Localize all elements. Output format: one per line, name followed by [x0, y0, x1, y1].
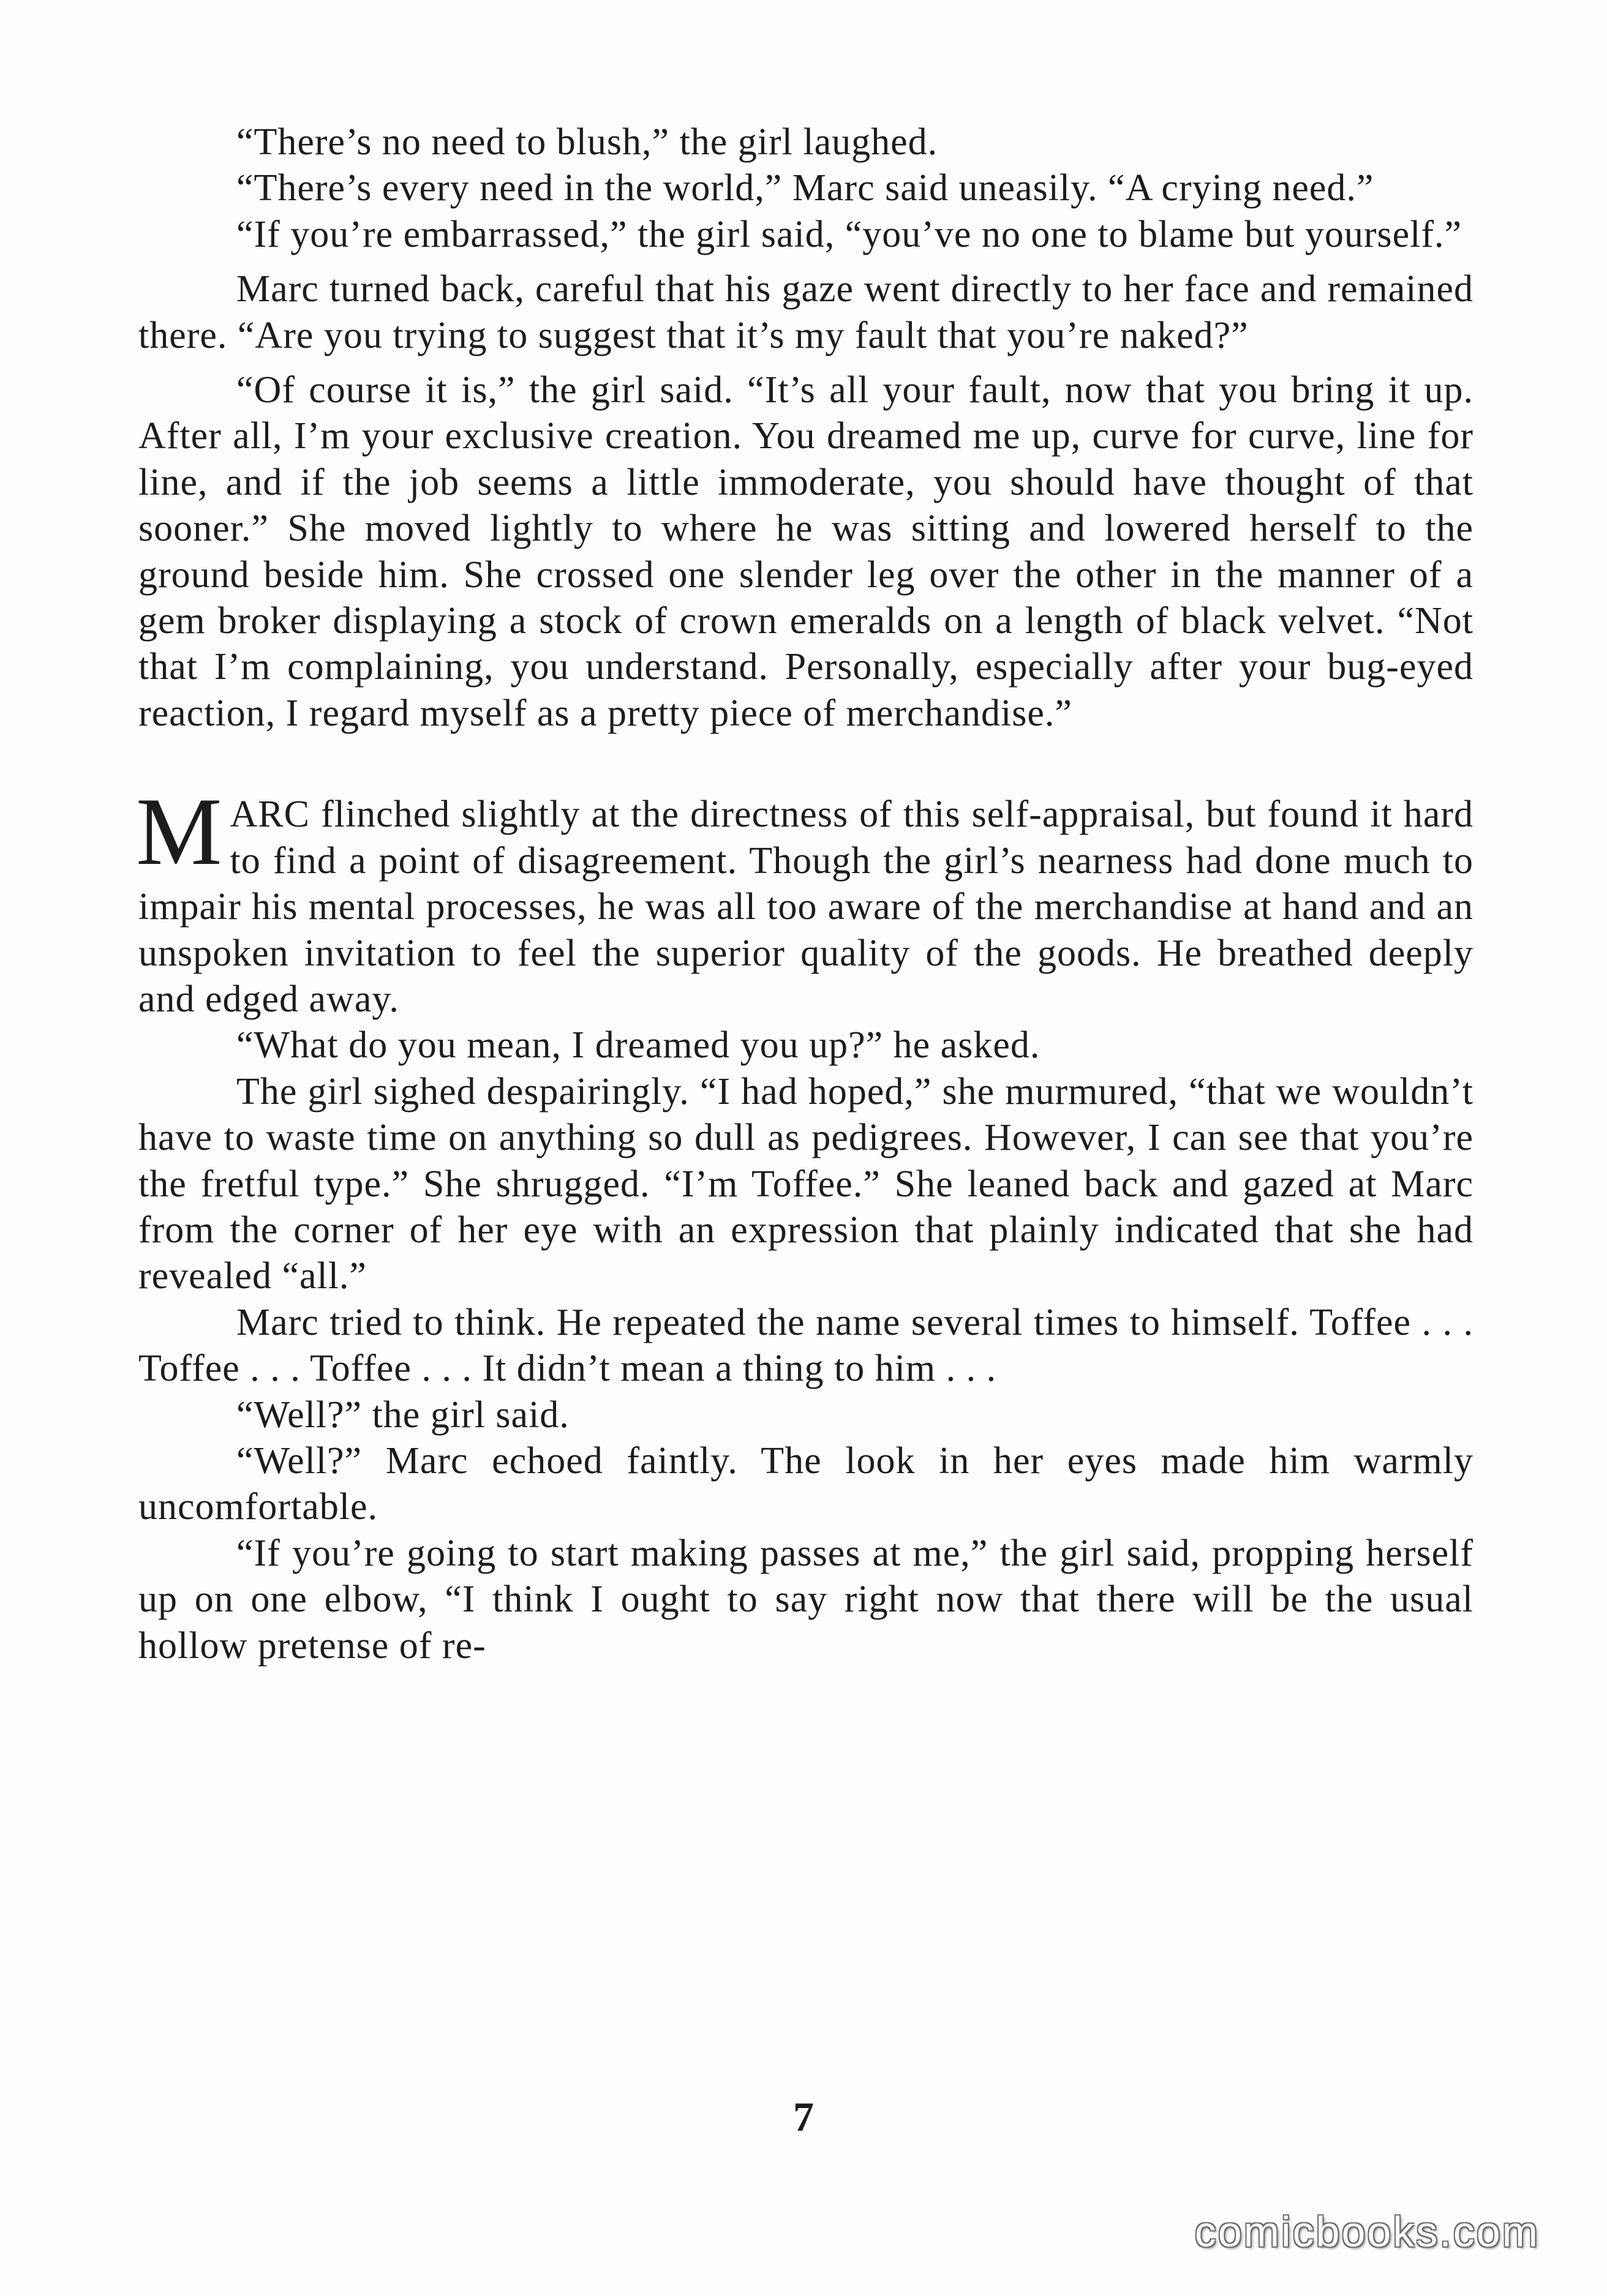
paragraph: Marc turned back, careful that his gaze went directly to her face and remained there. “Are you trying to suggest that it’s my fault that you’re naked?” [138, 268, 1473, 356]
paragraph: “Of course it is,” the girl said. “It’s all your fault, now that you bring it up. After all, I’m your exclusive creation. You dreamed me up, curve for curve, line for line, and if the job seems a little immoderate, you should have thought of that sooner.” She moved lightly to where he was sitting and lowered herself to the ground beside him. She crossed one slender leg over the other in the manner of a gem broker displaying a stock of crown emeralds on a length of black velvet. “Not that I’m complaining, you understand. Personally, especially after your bug-eyed reaction, I regard myself as a pretty piece of merchandise.” [138, 369, 1473, 734]
dropcap-paragraph-text: ARC flinched slightly at the directness of this self-appraisal, but found it hard to find a point of disagreement. Though the girl’s nearness had done much to impair his mental processes, he was all too aware of the merchandise at hand and an unspoken invitation to feel the superior quality of the goods. He breathed deeply and edged away. [138, 793, 1473, 1020]
watermark-logo: comicbooks.com [1194, 2208, 1540, 2256]
paragraph: Marc tried to think. He repeated the name several times to himself. Toffee . . . Toffee . . . Toffee . . . It didn’t mean a thing to him . . . [138, 1301, 1473, 1390]
paragraph: The girl sighed despairingly. “I had hoped,” she murmured, “that we wouldn’t have to waste time on anything so dull as pedigrees. However, I can see that you’re the fretful type.” She shrugged. “I’m Toffee.” She leaned back and gazed at Marc from the corner of her eye with an expression that plainly indicated that she had revealed “all.” [138, 1070, 1473, 1297]
paragraph: “What do you mean, I dreamed you up?” he asked. [236, 1024, 1041, 1067]
paragraph: “If you’re going to start making passes at me,” the girl said, propping herself up on one elbow, “I think I ought to say right now that there will be the usual hollow pretense of re- [138, 1532, 1473, 1667]
paragraph: “Well?” Marc echoed faintly. The look in her eyes made him warmly uncomfortable. [138, 1439, 1473, 1528]
drop-cap-initial: M [136, 778, 223, 886]
dropcap-paragraph [136, 778, 1473, 1022]
paragraph: “There’s every need in the world,” Marc said uneasily. “A crying need.” [236, 167, 1374, 209]
body-text [138, 119, 1473, 1669]
paragraph: “Well?” the girl said. [236, 1394, 570, 1436]
paragraph: “There’s no need to blush,” the girl laughed. [236, 121, 938, 163]
paragraph: “If you’re embarrassed,” the girl said, “you’ve no one to blame but yourself.” [236, 213, 1462, 255]
page-number: 7 [793, 2093, 814, 2140]
